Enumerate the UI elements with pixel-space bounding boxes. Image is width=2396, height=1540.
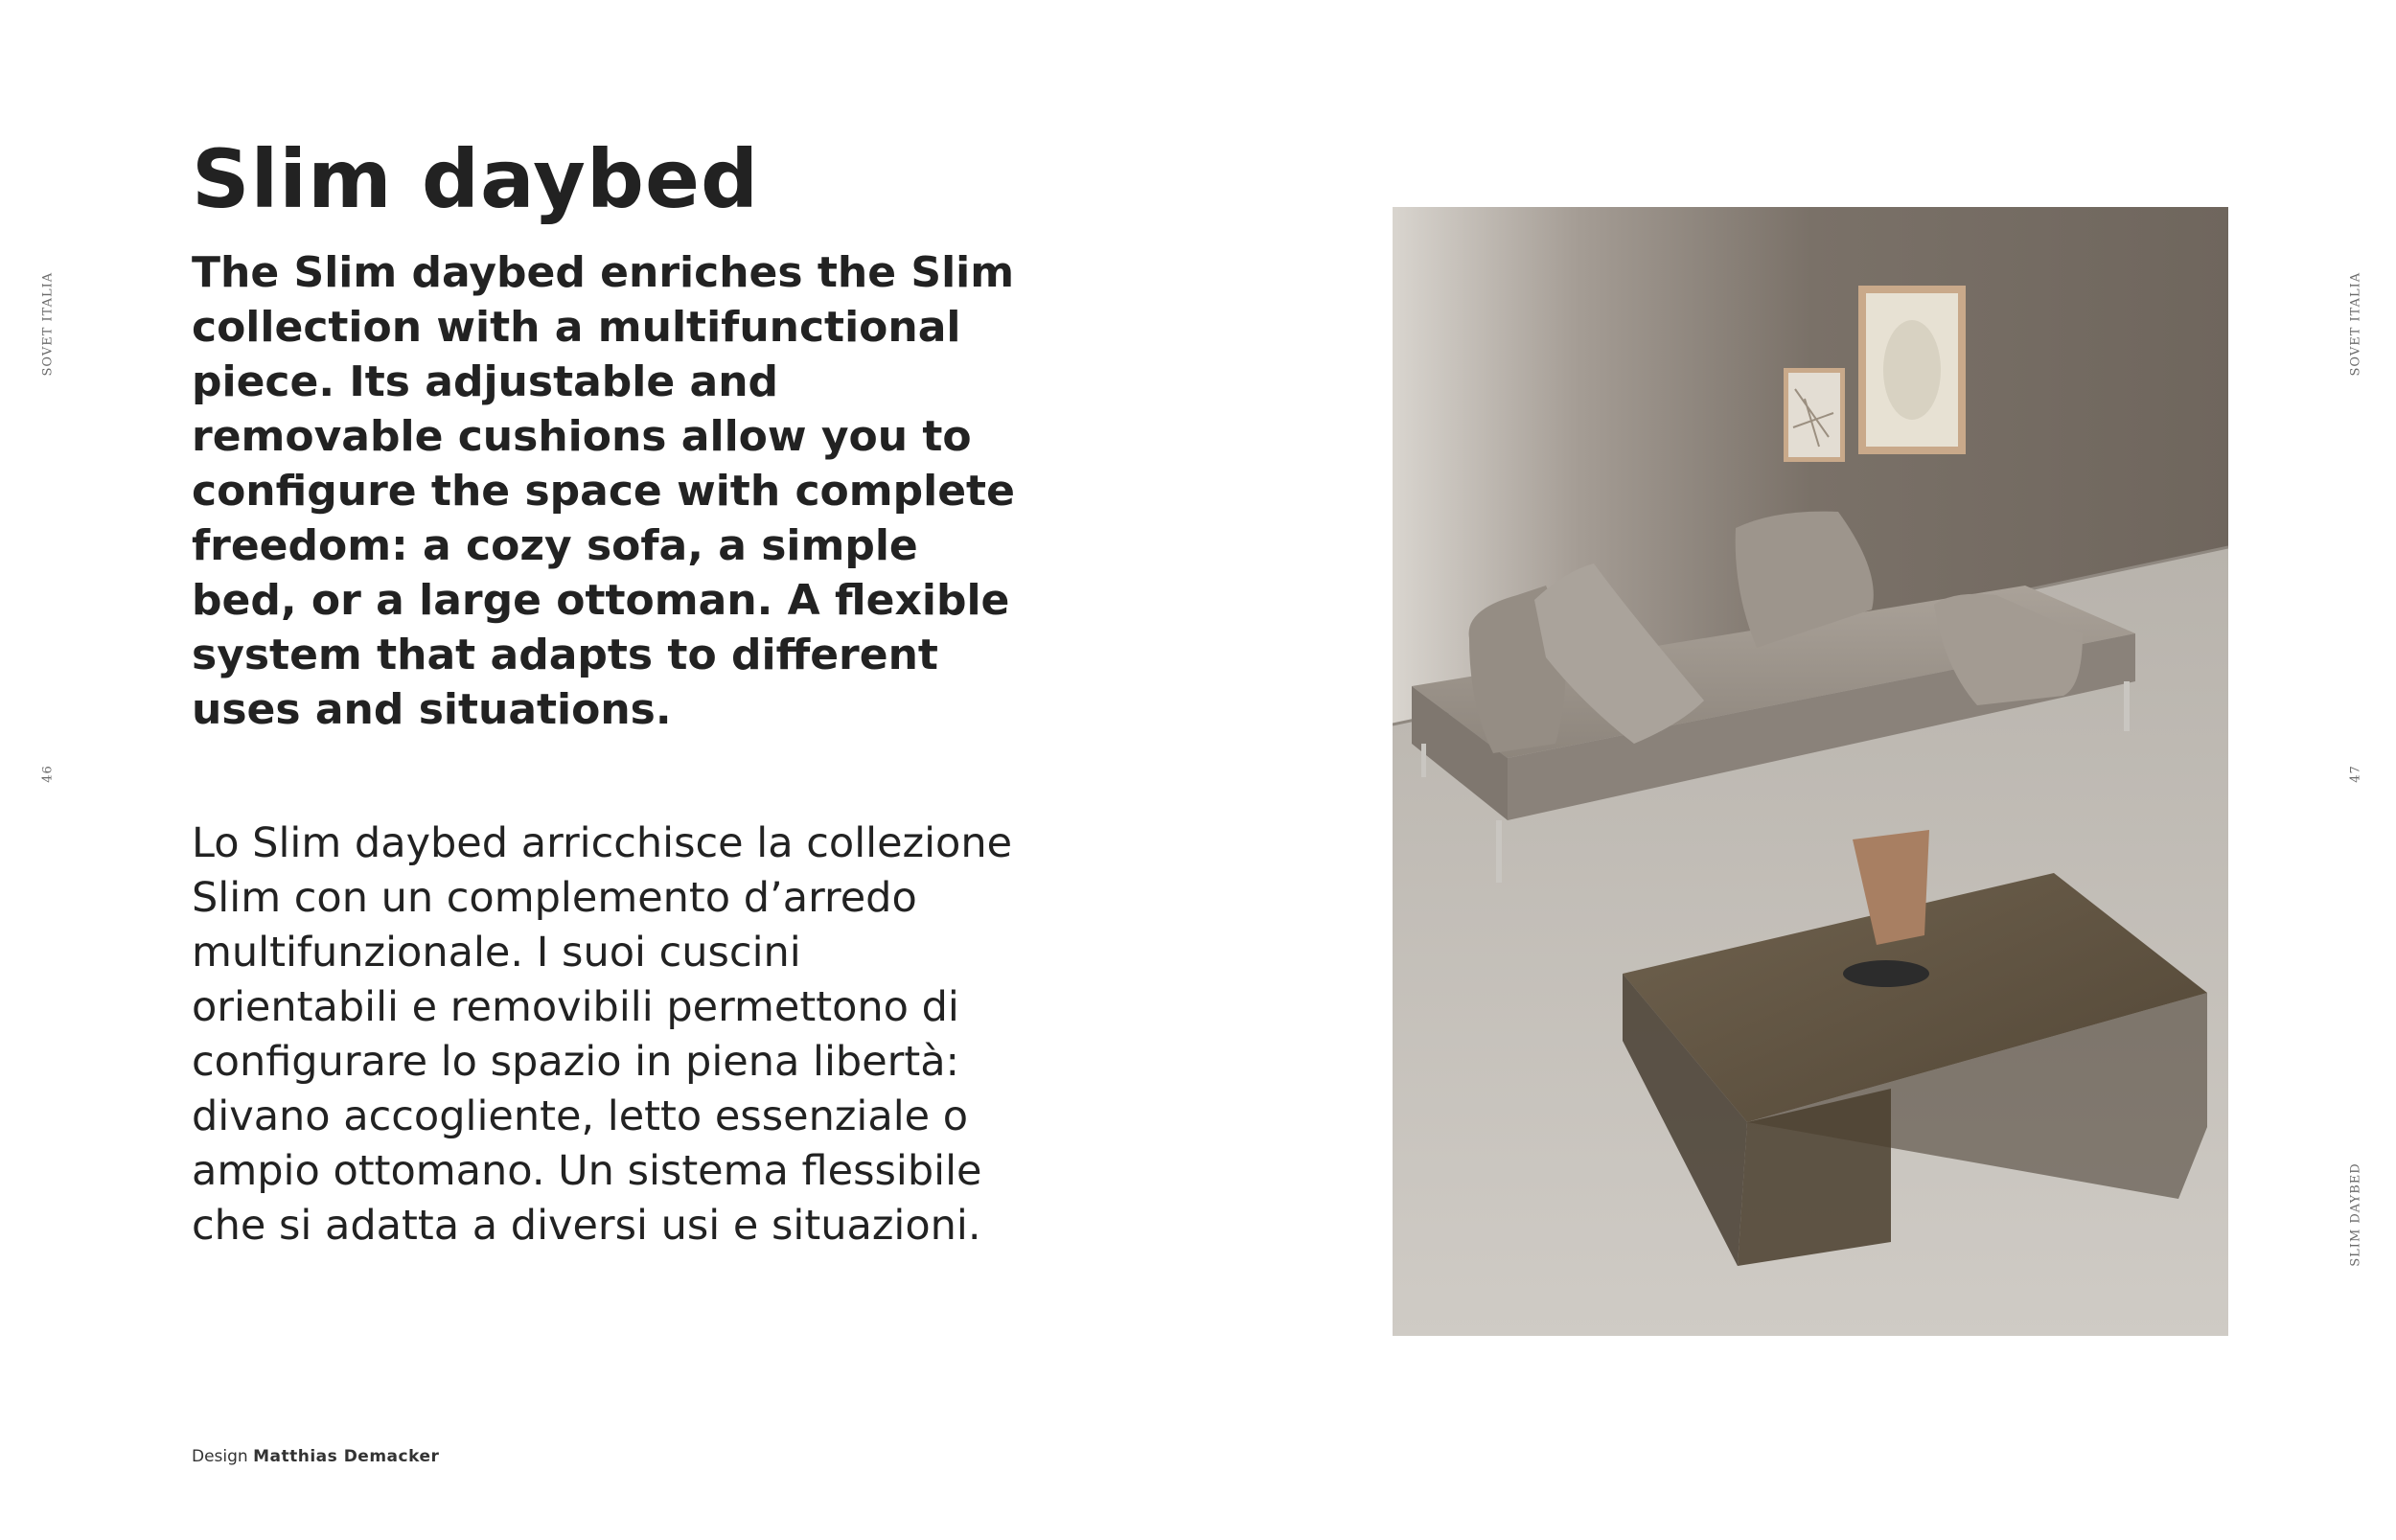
brand-label-right: SOVET ITALIA: [2348, 271, 2363, 377]
page-number-right: 47: [2348, 765, 2363, 783]
design-credit: [192, 1447, 439, 1466]
section-label-right: SLIM DAYBED: [2348, 1162, 2363, 1267]
product-photo: [1393, 207, 2228, 1336]
designer-name: Matthias Demacker: [253, 1447, 440, 1466]
page-number-left: 46: [40, 765, 56, 783]
intro-italian: Lo Slim daybed arricchisce la collezione Slim con un complemento d’arredo multifunzionale. I suoi cuscini orientabili e removibili permettono di configurare lo spazio in piena libertà: divano accogliente, letto essenziale o ampio ottomano. Un sistema flessibile che si adatta a diversi usi e situazioni.: [192, 819, 1013, 1250]
intro-english: The Slim daybed enriches the Slim collection with a multifunctional piece. Its adjustable and removable cushions allow you to configure the space with complete freedom: a cozy sofa, a simple bed, or a large ottoman. A flexible system that adapts to different uses and situations.: [192, 248, 1015, 734]
page-title: Slim daybed: [192, 132, 760, 226]
credit-prefix: Design: [192, 1447, 248, 1466]
brand-label-left: SOVET ITALIA: [40, 271, 56, 377]
